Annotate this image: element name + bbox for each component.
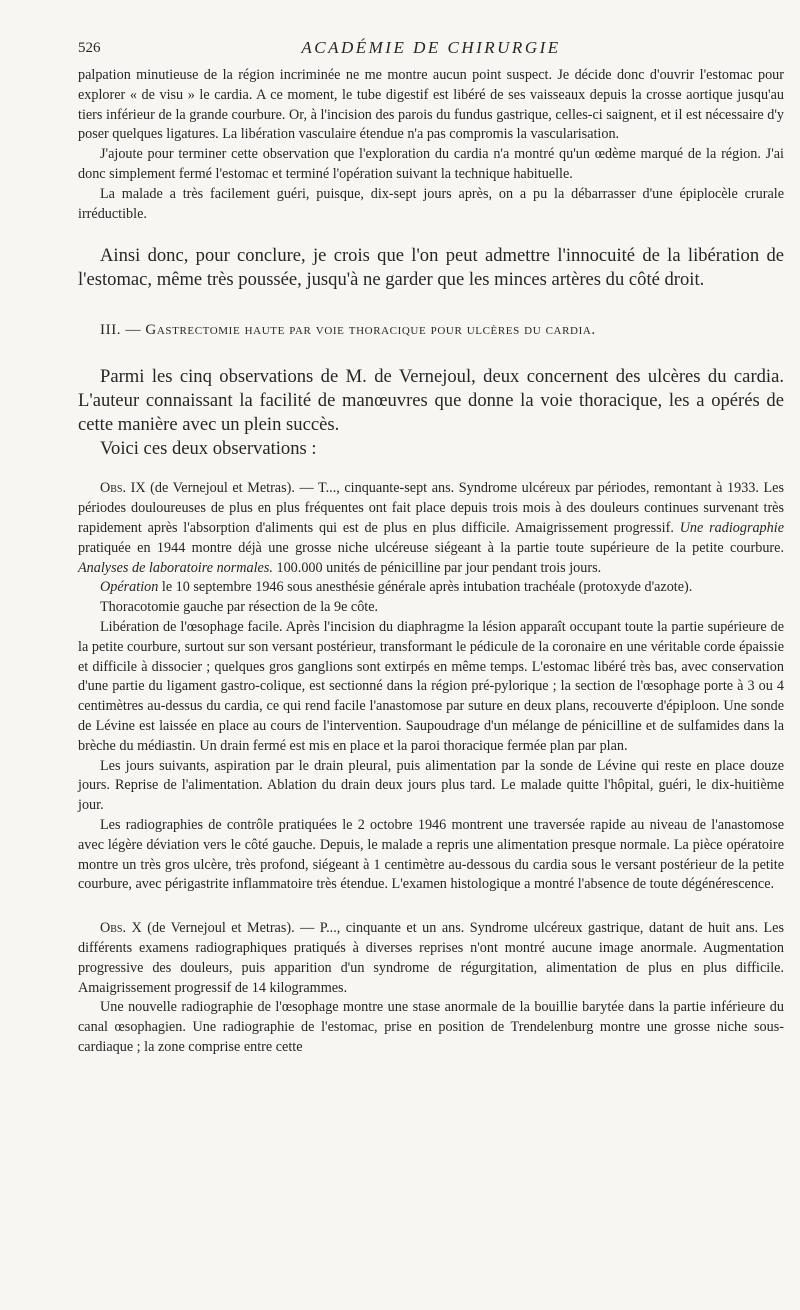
obs9-operation [78,578,784,598]
obs9-thoracotomy: Thoracotomie gauche par résection de la 9e côte. [100,599,379,616]
conclusion-block [78,244,784,292]
obs9-radiographs: Les radiographies de contrôle pratiquées le 2 octobre 1946 montrent une traversée rapide au niveau de l'anastomose avec légère déviation vers le côté gauche. Depuis, le malade a repris une alimentation presque normale. La pièce opératoire montre un très gros ulcère, très profond, siégeant à 1 centimètre au-dessous du cardia sous le versant postérieur de la petite courbure, avec périgastrite inflammatoire très étendue. L'examen histologique a montré l'absence de toute dégénérescence. [78,816,784,893]
obs10-intro-text: (de Vernejoul et Metras). — P..., cinquante et un ans. Syndrome ulcéreux gastrique, datant de huit ans. Les différents examens radiographiques pratiqués à diverses reprises n'ont montré aucune image anormale. Augmentation progressive des douleurs, puis apparition d'un syndrome de régurgitation, alimentation de plus en plus difficile. Amaigrissement progressif de 14 kilogrammes. [78,920,784,996]
observation-9 [78,479,784,895]
obs9-following-days: Les jours suivants, aspiration par le drain pleural, puis alimentation par la sonde de Lévine qui reste en place douze jours. Reprise de l'alimentation. Ablation du drain deux jours plus tard. Le malade quitte l'hôpital, guéri, le dix-huitième jour. [78,757,784,814]
obs9-liberation: Libération de l'œsophage facile. Après l'incision du diaphragme la lésion apparaît occupant toute la partie supérieure de la petite courbure, surtout sur son versant postérieur, transformant le pédicule de la coronaire en une véritable corde épaissie et difficile à dissocier ; quelques gros ganglions sont extirpés en même temps. L'estomac libéré très bas, avec conservation d'une partie du ligament gastro-colique, est sectionné dans la région pré-pylorique ; la section de l'œsophage porte à 3 ou 4 centimètres au-dessus du cardia, ce qui rend facile l'anastomose par suture en deux plans, recouverte d'épiploon. Une sonde de Lévine est laissée en place au cours de l'intervention. Saupoudrage d'un mélange de pénicilline et de sulfamides dans la brèche du médiastin. Un drain fermé est mis en place et la paroi thoracique fermée plan par plan. [78,618,784,754]
paragraph-3: La malade a très facilement guéri, puisque, dix-sept jours après, on a pu la débarrasser d'une épiplocèle crurale irréductible. [78,185,784,222]
opening-paragraphs [78,66,784,224]
obs9-intro [78,479,784,578]
intro-lead: Voici ces deux observations : [100,438,317,460]
section-heading: III. — Gastrectomie haute par voie thoracique pour ulcères du cardia. [100,322,596,339]
observation-10 [78,919,784,1058]
obs10-intro [78,919,784,998]
intro-paragraph: Parmi les cinq observations de M. de Vernejoul, deux concernent des ulcères du cardia. L'auteur connaissant la facilité de manœuvres que donne la voie thoracique, les a opérés de cette manière avec un plein succès. [78,366,784,436]
obs10-new-radiograph: Une nouvelle radiographie de l'œsophage montre une stase anormale de la bouillie barytée dans la partie inférieure du canal œsophagien. Une radiographie de l'estomac, prise en position de Trendelenburg montre une grosse niche sous-cardiaque ; la zone comprise entre cette [78,999,784,1055]
page-number: 526 [78,40,101,56]
page-header [78,36,784,66]
conclusion-paragraph: Ainsi donc, pour conclure, je crois que l'on peut admettre l'innocuité de la libération de l'estomac, même très poussée, jusqu'à ne garder que les minces artères du côté droit. [78,245,784,291]
obs10-label: Obs. X [100,920,142,937]
paragraph-2: J'ajoute pour terminer cette observation que l'exploration du cardia n'a montré qu'un œdème marqué de la région. J'ai donc simplement fermé l'estomac et terminé l'opération suivant la technique habituelle. [78,146,784,182]
paragraph-1: palpation minutieuse de la région incriminée ne me montre aucun point suspect. Je décide donc d'ouvrir l'estomac pour explorer « de visu » le cardia. A ce moment, le tube digestif est libéré de ses vaisseaux depuis la crosse aortique jusqu'au tiers inférieur de la grande courbure. Or, à l'incision des parois du fundus gastrique, celles-ci saignent, et il est nécessaire d'y poser quelques ligatures. La libération vasculaire étendue n'a pas compromis la vascularisation. [78,67,784,143]
obs9-analyses-label: Analyses de laboratoire normales. [78,559,273,576]
obs9-radio-label: Une radiographie [679,519,784,536]
obs9-operation-text: le 10 septembre 1946 sous anesthésie générale après intubation trachéale (protoxyde d'azote). [158,579,693,596]
obs9-analyses-text: 100.000 unités de pénicilline par jour pendant trois jours. [272,559,602,576]
running-title: ACADÉMIE DE CHIRURGIE [301,38,561,57]
intro-block [78,365,784,461]
obs9-operation-label: Opération [100,579,159,596]
obs9-radio-text: pratiquée en 1944 montre déjà une grosse niche ulcéreuse siégeant à la partie toute supérieure de la petite courbure. [78,539,784,556]
obs9-label: Obs. IX [100,480,146,497]
obs9-intro-text: (de Vernejoul et Metras). — T..., cinquante-sept ans. Syndrome ulcéreux par périodes, remontant à 1933. Les périodes douloureuses de plus en plus fréquentes ont fait place depuis trois mois à des douleurs continues survenant très rapidement après l'absorption d'aliments qui est de plus en plus difficile. Amaigrissement progressif. [78,480,784,536]
